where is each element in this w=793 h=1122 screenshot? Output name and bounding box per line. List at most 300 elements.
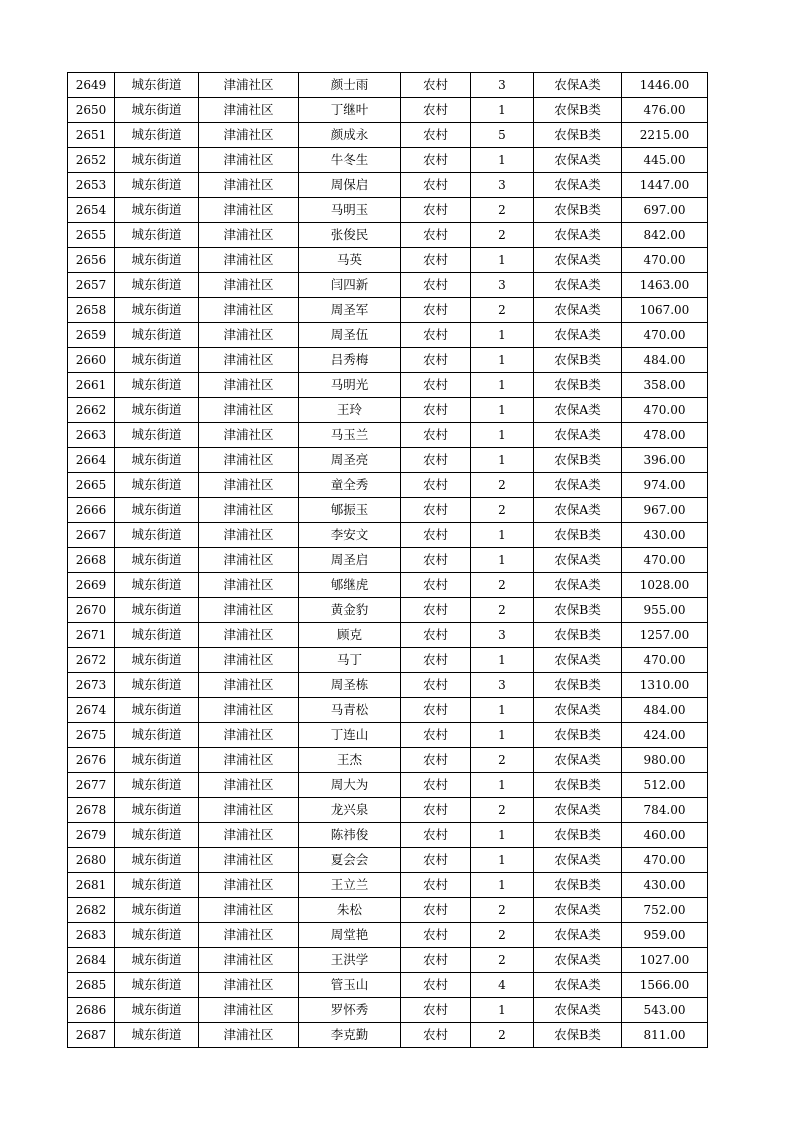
name-cell: 李克勤	[299, 1023, 401, 1048]
name-cell: 吕秀梅	[299, 348, 401, 373]
amount-cell: 484.00	[622, 698, 708, 723]
amount-cell: 445.00	[622, 148, 708, 173]
serial-number-cell: 2661	[68, 373, 115, 398]
person-count-cell: 1	[471, 448, 534, 473]
table-row	[68, 923, 708, 948]
name-cell: 周圣亮	[299, 448, 401, 473]
amount-cell: 842.00	[622, 223, 708, 248]
person-count-cell: 1	[471, 548, 534, 573]
insurance-category-cell: 农保A类	[534, 148, 622, 173]
person-count-cell: 5	[471, 123, 534, 148]
amount-cell: 1310.00	[622, 673, 708, 698]
serial-number-cell: 2686	[68, 998, 115, 1023]
street-cell: 城东街道	[115, 273, 199, 298]
person-count-cell: 1	[471, 373, 534, 398]
name-cell: 管玉山	[299, 973, 401, 998]
serial-number-cell: 2665	[68, 473, 115, 498]
community-cell: 津浦社区	[199, 823, 299, 848]
name-cell: 马明玉	[299, 198, 401, 223]
serial-number-cell: 2653	[68, 173, 115, 198]
person-count-cell: 1	[471, 848, 534, 873]
person-count-cell: 1	[471, 98, 534, 123]
serial-number-cell: 2655	[68, 223, 115, 248]
table-row	[68, 773, 708, 798]
street-cell: 城东街道	[115, 898, 199, 923]
insurance-category-cell: 农保A类	[534, 298, 622, 323]
serial-number-cell: 2673	[68, 673, 115, 698]
community-cell: 津浦社区	[199, 1023, 299, 1048]
table-row	[68, 73, 708, 98]
amount-cell: 476.00	[622, 98, 708, 123]
table-row	[68, 248, 708, 273]
name-cell: 周堂艳	[299, 923, 401, 948]
community-cell: 津浦社区	[199, 748, 299, 773]
name-cell: 张俊民	[299, 223, 401, 248]
records-table	[67, 72, 708, 1048]
person-count-cell: 2	[471, 1023, 534, 1048]
community-cell: 津浦社区	[199, 573, 299, 598]
community-cell: 津浦社区	[199, 648, 299, 673]
street-cell: 城东街道	[115, 223, 199, 248]
table-row	[68, 723, 708, 748]
community-cell: 津浦社区	[199, 448, 299, 473]
name-cell: 马玉兰	[299, 423, 401, 448]
community-cell: 津浦社区	[199, 223, 299, 248]
street-cell: 城东街道	[115, 948, 199, 973]
person-count-cell: 1	[471, 998, 534, 1023]
serial-number-cell: 2660	[68, 348, 115, 373]
community-cell: 津浦社区	[199, 998, 299, 1023]
street-cell: 城东街道	[115, 923, 199, 948]
household-type-cell: 农村	[401, 798, 471, 823]
person-count-cell: 1	[471, 823, 534, 848]
name-cell: 颜士雨	[299, 73, 401, 98]
insurance-category-cell: 农保A类	[534, 473, 622, 498]
table-row	[68, 898, 708, 923]
name-cell: 王杰	[299, 748, 401, 773]
table-row	[68, 398, 708, 423]
insurance-category-cell: 农保A类	[534, 398, 622, 423]
household-type-cell: 农村	[401, 123, 471, 148]
street-cell: 城东街道	[115, 748, 199, 773]
insurance-category-cell: 农保A类	[534, 973, 622, 998]
amount-cell: 1257.00	[622, 623, 708, 648]
street-cell: 城东街道	[115, 498, 199, 523]
insurance-category-cell: 农保A类	[534, 648, 622, 673]
insurance-category-cell: 农保A类	[534, 73, 622, 98]
household-type-cell: 农村	[401, 748, 471, 773]
community-cell: 津浦社区	[199, 598, 299, 623]
household-type-cell: 农村	[401, 248, 471, 273]
serial-number-cell: 2671	[68, 623, 115, 648]
community-cell: 津浦社区	[199, 973, 299, 998]
household-type-cell: 农村	[401, 598, 471, 623]
name-cell: 郇振玉	[299, 498, 401, 523]
amount-cell: 424.00	[622, 723, 708, 748]
community-cell: 津浦社区	[199, 423, 299, 448]
insurance-category-cell: 农保A类	[534, 923, 622, 948]
household-type-cell: 农村	[401, 423, 471, 448]
name-cell: 童全秀	[299, 473, 401, 498]
street-cell: 城东街道	[115, 548, 199, 573]
table-row	[68, 348, 708, 373]
table-row	[68, 823, 708, 848]
insurance-category-cell: 农保B类	[534, 873, 622, 898]
name-cell: 夏会会	[299, 848, 401, 873]
street-cell: 城东街道	[115, 798, 199, 823]
street-cell: 城东街道	[115, 123, 199, 148]
table-row	[68, 448, 708, 473]
street-cell: 城东街道	[115, 323, 199, 348]
community-cell: 津浦社区	[199, 698, 299, 723]
table-row	[68, 848, 708, 873]
person-count-cell: 1	[471, 873, 534, 898]
community-cell: 津浦社区	[199, 673, 299, 698]
household-type-cell: 农村	[401, 573, 471, 598]
community-cell: 津浦社区	[199, 948, 299, 973]
amount-cell: 1463.00	[622, 273, 708, 298]
person-count-cell: 1	[471, 348, 534, 373]
street-cell: 城东街道	[115, 348, 199, 373]
table-row	[68, 798, 708, 823]
insurance-category-cell: 农保B类	[534, 123, 622, 148]
amount-cell: 470.00	[622, 848, 708, 873]
table-row	[68, 223, 708, 248]
household-type-cell: 农村	[401, 948, 471, 973]
insurance-category-cell: 农保B类	[534, 623, 622, 648]
community-cell: 津浦社区	[199, 548, 299, 573]
person-count-cell: 2	[471, 223, 534, 248]
household-type-cell: 农村	[401, 998, 471, 1023]
person-count-cell: 1	[471, 648, 534, 673]
serial-number-cell: 2687	[68, 1023, 115, 1048]
table-row	[68, 173, 708, 198]
street-cell: 城东街道	[115, 398, 199, 423]
person-count-cell: 2	[471, 798, 534, 823]
household-type-cell: 农村	[401, 498, 471, 523]
table-row	[68, 373, 708, 398]
table-row	[68, 698, 708, 723]
street-cell: 城东街道	[115, 523, 199, 548]
person-count-cell: 1	[471, 248, 534, 273]
person-count-cell: 1	[471, 773, 534, 798]
amount-cell: 1027.00	[622, 948, 708, 973]
amount-cell: 1447.00	[622, 173, 708, 198]
name-cell: 周圣栋	[299, 673, 401, 698]
household-type-cell: 农村	[401, 98, 471, 123]
street-cell: 城东街道	[115, 673, 199, 698]
name-cell: 罗怀秀	[299, 998, 401, 1023]
serial-number-cell: 2649	[68, 73, 115, 98]
community-cell: 津浦社区	[199, 323, 299, 348]
street-cell: 城东街道	[115, 298, 199, 323]
table-row	[68, 948, 708, 973]
name-cell: 周圣军	[299, 298, 401, 323]
insurance-category-cell: 农保A类	[534, 898, 622, 923]
household-type-cell: 农村	[401, 773, 471, 798]
person-count-cell: 3	[471, 623, 534, 648]
person-count-cell: 2	[471, 748, 534, 773]
street-cell: 城东街道	[115, 848, 199, 873]
street-cell: 城东街道	[115, 73, 199, 98]
household-type-cell: 农村	[401, 273, 471, 298]
insurance-category-cell: 农保B类	[534, 98, 622, 123]
community-cell: 津浦社区	[199, 523, 299, 548]
insurance-category-cell: 农保A类	[534, 323, 622, 348]
household-type-cell: 农村	[401, 873, 471, 898]
table-row	[68, 123, 708, 148]
household-type-cell: 农村	[401, 1023, 471, 1048]
household-type-cell: 农村	[401, 298, 471, 323]
name-cell: 陈祎俊	[299, 823, 401, 848]
amount-cell: 1566.00	[622, 973, 708, 998]
table-row	[68, 148, 708, 173]
community-cell: 津浦社区	[199, 173, 299, 198]
amount-cell: 980.00	[622, 748, 708, 773]
table-row	[68, 298, 708, 323]
household-type-cell: 农村	[401, 398, 471, 423]
table-row	[68, 498, 708, 523]
insurance-category-cell: 农保A类	[534, 698, 622, 723]
street-cell: 城东街道	[115, 723, 199, 748]
serial-number-cell: 2682	[68, 898, 115, 923]
serial-number-cell: 2670	[68, 598, 115, 623]
insurance-category-cell: 农保A类	[534, 423, 622, 448]
amount-cell: 460.00	[622, 823, 708, 848]
person-count-cell: 3	[471, 273, 534, 298]
serial-number-cell: 2680	[68, 848, 115, 873]
community-cell: 津浦社区	[199, 248, 299, 273]
serial-number-cell: 2675	[68, 723, 115, 748]
community-cell: 津浦社区	[199, 498, 299, 523]
insurance-category-cell: 农保A类	[534, 273, 622, 298]
community-cell: 津浦社区	[199, 398, 299, 423]
person-count-cell: 1	[471, 423, 534, 448]
amount-cell: 358.00	[622, 373, 708, 398]
serial-number-cell: 2664	[68, 448, 115, 473]
community-cell: 津浦社区	[199, 348, 299, 373]
insurance-category-cell: 农保A类	[534, 573, 622, 598]
amount-cell: 1067.00	[622, 298, 708, 323]
amount-cell: 955.00	[622, 598, 708, 623]
serial-number-cell: 2658	[68, 298, 115, 323]
serial-number-cell: 2683	[68, 923, 115, 948]
insurance-category-cell: 农保B类	[534, 523, 622, 548]
amount-cell: 697.00	[622, 198, 708, 223]
table-row	[68, 548, 708, 573]
street-cell: 城东街道	[115, 823, 199, 848]
serial-number-cell: 2656	[68, 248, 115, 273]
household-type-cell: 农村	[401, 373, 471, 398]
street-cell: 城东街道	[115, 198, 199, 223]
table-row	[68, 648, 708, 673]
street-cell: 城东街道	[115, 573, 199, 598]
table-row	[68, 273, 708, 298]
community-cell: 津浦社区	[199, 773, 299, 798]
household-type-cell: 农村	[401, 923, 471, 948]
insurance-category-cell: 农保B类	[534, 723, 622, 748]
name-cell: 颜成永	[299, 123, 401, 148]
amount-cell: 967.00	[622, 498, 708, 523]
name-cell: 马丁	[299, 648, 401, 673]
street-cell: 城东街道	[115, 598, 199, 623]
community-cell: 津浦社区	[199, 98, 299, 123]
community-cell: 津浦社区	[199, 898, 299, 923]
amount-cell: 1028.00	[622, 573, 708, 598]
community-cell: 津浦社区	[199, 723, 299, 748]
household-type-cell: 农村	[401, 73, 471, 98]
table-row	[68, 973, 708, 998]
insurance-category-cell: 农保A类	[534, 498, 622, 523]
amount-cell: 752.00	[622, 898, 708, 923]
serial-number-cell: 2668	[68, 548, 115, 573]
table-row	[68, 998, 708, 1023]
table-row	[68, 598, 708, 623]
serial-number-cell: 2678	[68, 798, 115, 823]
insurance-category-cell: 农保A类	[534, 998, 622, 1023]
street-cell: 城东街道	[115, 973, 199, 998]
amount-cell: 470.00	[622, 398, 708, 423]
insurance-category-cell: 农保B类	[534, 448, 622, 473]
amount-cell: 430.00	[622, 523, 708, 548]
insurance-category-cell: 农保A类	[534, 748, 622, 773]
table-body	[68, 73, 708, 1048]
household-type-cell: 农村	[401, 148, 471, 173]
person-count-cell: 3	[471, 173, 534, 198]
serial-number-cell: 2676	[68, 748, 115, 773]
serial-number-cell: 2667	[68, 523, 115, 548]
person-count-cell: 2	[471, 198, 534, 223]
insurance-category-cell: 农保B类	[534, 348, 622, 373]
household-type-cell: 农村	[401, 698, 471, 723]
serial-number-cell: 2651	[68, 123, 115, 148]
street-cell: 城东街道	[115, 173, 199, 198]
person-count-cell: 1	[471, 398, 534, 423]
name-cell: 周圣伍	[299, 323, 401, 348]
table-row	[68, 748, 708, 773]
amount-cell: 470.00	[622, 248, 708, 273]
table-row	[68, 673, 708, 698]
person-count-cell: 3	[471, 73, 534, 98]
serial-number-cell: 2685	[68, 973, 115, 998]
community-cell: 津浦社区	[199, 148, 299, 173]
household-type-cell: 农村	[401, 673, 471, 698]
street-cell: 城东街道	[115, 473, 199, 498]
street-cell: 城东街道	[115, 98, 199, 123]
insurance-category-cell: 农保B类	[534, 373, 622, 398]
name-cell: 王玲	[299, 398, 401, 423]
person-count-cell: 1	[471, 698, 534, 723]
household-type-cell: 农村	[401, 523, 471, 548]
insurance-category-cell: 农保B类	[534, 198, 622, 223]
insurance-category-cell: 农保B类	[534, 823, 622, 848]
community-cell: 津浦社区	[199, 373, 299, 398]
amount-cell: 784.00	[622, 798, 708, 823]
household-type-cell: 农村	[401, 723, 471, 748]
street-cell: 城东街道	[115, 373, 199, 398]
community-cell: 津浦社区	[199, 848, 299, 873]
name-cell: 牛冬生	[299, 148, 401, 173]
serial-number-cell: 2669	[68, 573, 115, 598]
serial-number-cell: 2657	[68, 273, 115, 298]
household-type-cell: 农村	[401, 548, 471, 573]
name-cell: 闫四新	[299, 273, 401, 298]
household-type-cell: 农村	[401, 223, 471, 248]
table-row	[68, 873, 708, 898]
community-cell: 津浦社区	[199, 298, 299, 323]
household-type-cell: 农村	[401, 448, 471, 473]
amount-cell: 543.00	[622, 998, 708, 1023]
person-count-cell: 1	[471, 323, 534, 348]
amount-cell: 811.00	[622, 1023, 708, 1048]
name-cell: 周大为	[299, 773, 401, 798]
insurance-category-cell: 农保A类	[534, 798, 622, 823]
community-cell: 津浦社区	[199, 798, 299, 823]
street-cell: 城东街道	[115, 623, 199, 648]
serial-number-cell: 2650	[68, 98, 115, 123]
person-count-cell: 1	[471, 723, 534, 748]
serial-number-cell: 2652	[68, 148, 115, 173]
street-cell: 城东街道	[115, 698, 199, 723]
household-type-cell: 农村	[401, 473, 471, 498]
community-cell: 津浦社区	[199, 873, 299, 898]
household-type-cell: 农村	[401, 823, 471, 848]
name-cell: 李安文	[299, 523, 401, 548]
household-type-cell: 农村	[401, 973, 471, 998]
amount-cell: 470.00	[622, 323, 708, 348]
amount-cell: 484.00	[622, 348, 708, 373]
table-row	[68, 573, 708, 598]
person-count-cell: 2	[471, 498, 534, 523]
insurance-category-cell: 农保A类	[534, 248, 622, 273]
name-cell: 王立兰	[299, 873, 401, 898]
serial-number-cell: 2674	[68, 698, 115, 723]
name-cell: 朱松	[299, 898, 401, 923]
serial-number-cell: 2677	[68, 773, 115, 798]
person-count-cell: 3	[471, 673, 534, 698]
community-cell: 津浦社区	[199, 123, 299, 148]
serial-number-cell: 2659	[68, 323, 115, 348]
serial-number-cell: 2666	[68, 498, 115, 523]
person-count-cell: 1	[471, 523, 534, 548]
insurance-category-cell: 农保B类	[534, 598, 622, 623]
household-type-cell: 农村	[401, 173, 471, 198]
serial-number-cell: 2684	[68, 948, 115, 973]
name-cell: 郇继虎	[299, 573, 401, 598]
person-count-cell: 2	[471, 573, 534, 598]
serial-number-cell: 2663	[68, 423, 115, 448]
household-type-cell: 农村	[401, 648, 471, 673]
community-cell: 津浦社区	[199, 623, 299, 648]
insurance-category-cell: 农保B类	[534, 1023, 622, 1048]
insurance-category-cell: 农保A类	[534, 173, 622, 198]
name-cell: 丁继叶	[299, 98, 401, 123]
insurance-category-cell: 农保A类	[534, 948, 622, 973]
insurance-category-cell: 农保B类	[534, 773, 622, 798]
community-cell: 津浦社区	[199, 273, 299, 298]
name-cell: 周保启	[299, 173, 401, 198]
name-cell: 丁连山	[299, 723, 401, 748]
amount-cell: 478.00	[622, 423, 708, 448]
community-cell: 津浦社区	[199, 473, 299, 498]
table-row	[68, 198, 708, 223]
serial-number-cell: 2681	[68, 873, 115, 898]
insurance-category-cell: 农保A类	[534, 223, 622, 248]
street-cell: 城东街道	[115, 998, 199, 1023]
serial-number-cell: 2654	[68, 198, 115, 223]
street-cell: 城东街道	[115, 448, 199, 473]
name-cell: 龙兴泉	[299, 798, 401, 823]
